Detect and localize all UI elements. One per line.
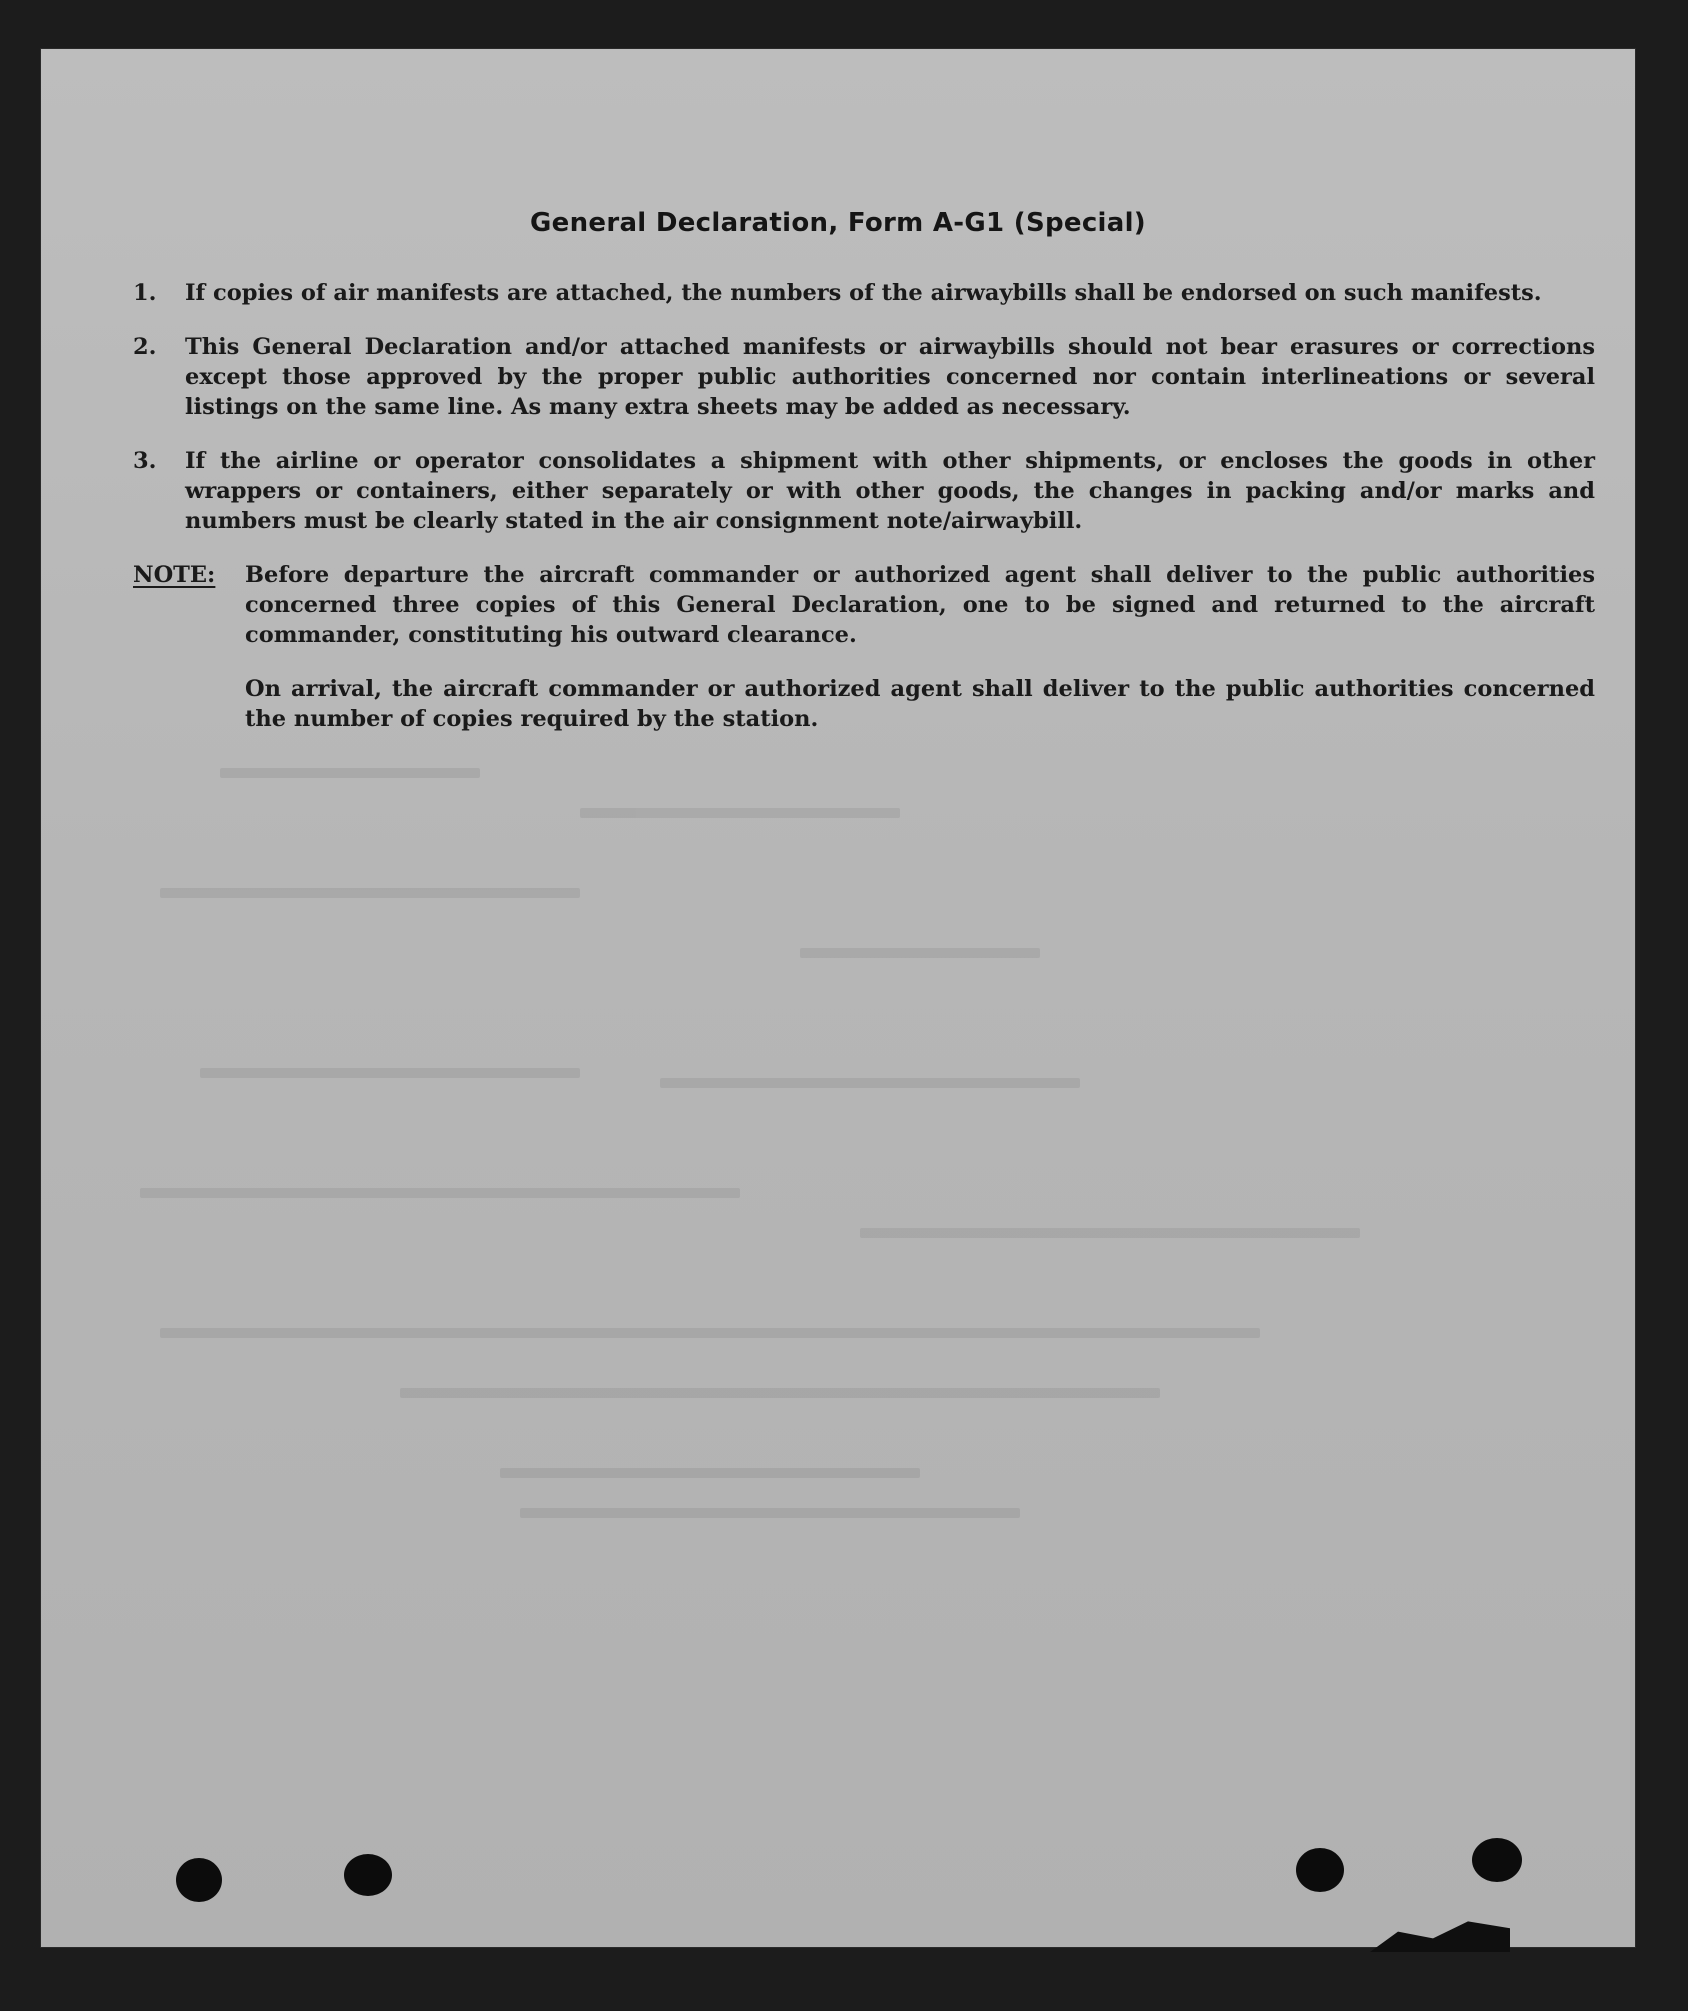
torn-edge	[1370, 1918, 1510, 1952]
punch-hole	[1472, 1838, 1522, 1882]
note-label: NOTE:	[133, 562, 216, 588]
note-section	[133, 560, 1595, 758]
list-item	[133, 446, 1595, 536]
item-text: If the airline or operator consolidates a shipment with other shipments, or encloses the goods in other wrappers or containers, either separately or with other goods, the changes in packing and/or marks and numbers must be clearly stated in the air consignment note/airwaybill.	[185, 448, 1595, 534]
item-number: 2.	[133, 334, 157, 360]
bleed-through-texture	[100, 768, 1580, 1668]
item-text: This General Declaration and/or attached manifests or airwaybills should not bear erasures or corrections except those approved by the proper public authorities concerned nor contain interlineations or several listings on the same line. As many extra sheets may be added as necessary.	[185, 334, 1595, 420]
punch-hole	[1296, 1848, 1344, 1892]
item-number: 1.	[133, 280, 157, 306]
instructions-list	[133, 278, 1595, 758]
note-paragraph: On arrival, the aircraft commander or authorized agent shall deliver to the public authorities concerned the number of copies required by the station.	[245, 676, 1595, 732]
list-item	[133, 278, 1595, 308]
punch-hole	[176, 1858, 222, 1902]
document-page	[40, 48, 1636, 1948]
item-number: 3.	[133, 448, 157, 474]
list-item	[133, 332, 1595, 422]
item-text: If copies of air manifests are attached, the numbers of the airwaybills shall be endorsed on such manifests.	[185, 280, 1542, 306]
note-body	[245, 560, 1595, 758]
punch-hole	[344, 1854, 392, 1896]
note-paragraph: Before departure the aircraft commander or authorized agent shall deliver to the public authorities concerned three copies of this General Declaration, one to be signed and returned to the aircraft commander, constituting his outward clearance.	[245, 562, 1595, 648]
page-title: General Declaration, Form A-G1 (Special)	[530, 208, 1146, 238]
